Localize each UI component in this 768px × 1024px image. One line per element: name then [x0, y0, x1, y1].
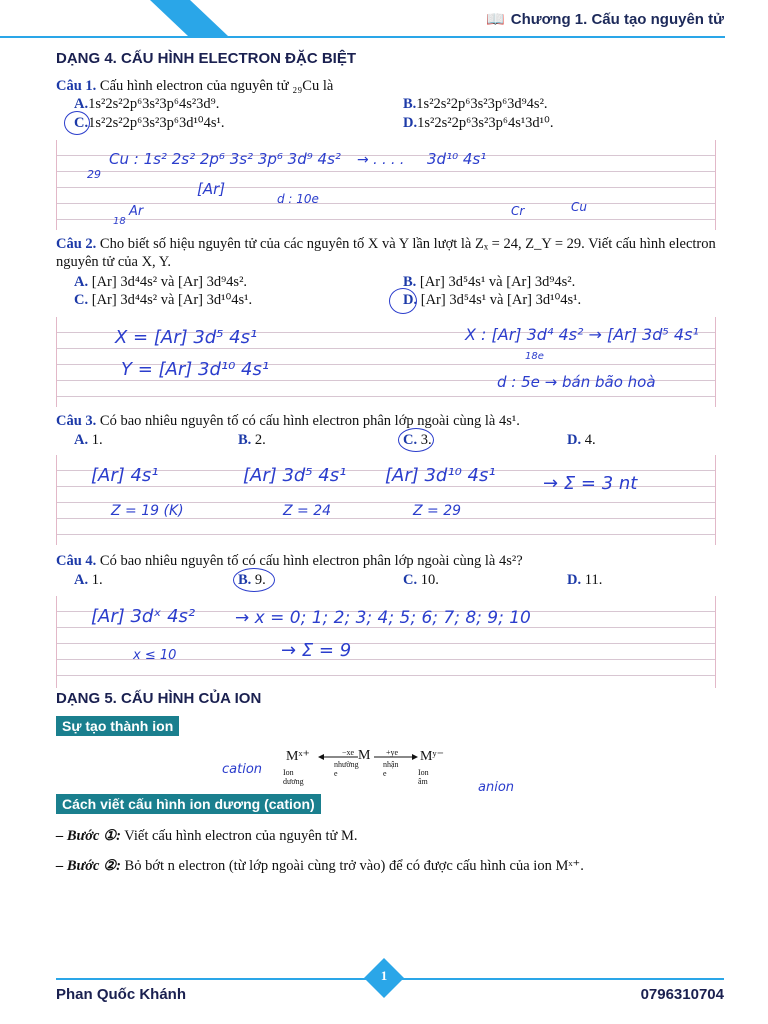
anion-label: Ion âm: [418, 768, 429, 786]
question-4: Câu 4. Có bao nhiêu nguyên tố có cấu hình electron phân lớp ngoài cùng là 4s²?: [56, 553, 523, 569]
q2-option-c[interactable]: C. [Ar] 3d⁴4s² và [Ar] 3d¹⁰4s¹.: [74, 292, 253, 308]
q1-option-b[interactable]: B.1s²2s²2p⁶3s²3p⁶3d⁹4s².: [403, 96, 548, 112]
cation-symbol: Mˣ⁺: [286, 749, 310, 764]
arrow2-top: +ye: [386, 748, 399, 757]
anion-symbol: Mʸ⁻: [420, 749, 444, 764]
book-icon: 📖: [486, 11, 505, 28]
anion-handnote: anion: [478, 780, 515, 795]
step-1: – Bước ①: Viết cấu hình electron của nguyên tử M.: [56, 828, 358, 844]
q4-option-b[interactable]: B. 9.: [238, 572, 266, 588]
q2-answer-circle: [389, 288, 417, 314]
question-2: Câu 2. Cho biết số hiệu nguyên tử của các nguyên tố X và Y lần lượt là Zₓ = 24, Z_Y = 29. Viết cấu hình electron nguyên tử của X, Y.: [56, 236, 716, 270]
q3-option-d[interactable]: D. 4.: [567, 432, 596, 448]
tag-cation-config: Cách viết cấu hình ion dương (cation): [56, 794, 321, 814]
q3-answer-circle: [398, 428, 434, 452]
section-4-title: DẠNG 4. CẤU HÌNH ELECTRON ĐẶC BIỆT: [56, 50, 357, 67]
q1-option-a[interactable]: A.1s²2s²2p⁶3s²3p⁶4s²3d⁹.: [74, 96, 220, 112]
q3-notes-area: [Ar] 4s¹ Z = 19 (K) [Ar] 3d⁵ 4s¹ Z = 24 [Ar] 3d¹⁰ 4s¹ Z = 29 → Σ = 3 nt: [56, 455, 716, 545]
section-5-title: DẠNG 5. CẤU HÌNH CỦA ION: [56, 690, 262, 707]
arrow-left-icon: [318, 752, 358, 762]
question-1: [56, 77, 716, 95]
q4-notes-area: [Ar] 3dˣ 4s² → x = 0; 1; 2; 3; 4; 5; 6; 7; 8; 9; 10 x ≤ 10 → Σ = 9: [56, 596, 716, 688]
q4-answer-circle: [233, 568, 275, 592]
footer-phone: 0796310704: [640, 986, 724, 1003]
question-1-label: Câu 1.: [56, 78, 97, 94]
q1-answer-circle: [64, 111, 90, 135]
q2-notes-area: X = [Ar] 3d⁵ 4s¹ Y = [Ar] 3d¹⁰ 4s¹ X : [Ar] 3d⁴ 4s² → [Ar] 3d⁵ 4s¹ 18e d : 5e → bán bão hoà: [56, 317, 716, 407]
q4-option-d[interactable]: D. 11.: [567, 572, 603, 588]
q2-option-d[interactable]: D. [Ar] 3d⁵4s¹ và [Ar] 3d¹⁰4s¹.: [403, 292, 582, 308]
q1-option-d[interactable]: D.1s²2s²2p⁶3s²3p⁶4s¹3d¹⁰.: [403, 115, 554, 131]
arrow2-bottom: nhận e: [383, 760, 399, 778]
arrow1-bottom: nhường e: [334, 760, 359, 778]
cation-label: Ion dương: [283, 768, 304, 786]
q4-option-c[interactable]: C. 10.: [403, 572, 439, 588]
step-2: – Bước ②: Bỏ bớt n electron (từ lớp ngoài cùng trở vào) để có được cấu hình của ion Mˣ⁺.: [56, 858, 584, 874]
chapter-title: 📖 Chương 1. Cấu tạo nguyên tử: [486, 11, 724, 28]
q2-option-b[interactable]: B. [Ar] 3d⁵4s¹ và [Ar] 3d⁹4s².: [403, 274, 576, 290]
q3-option-a[interactable]: A. 1.: [74, 432, 103, 448]
cation-handnote: cation: [222, 762, 263, 777]
footer-author: Phan Quốc Khánh: [56, 986, 187, 1003]
q2-option-a[interactable]: A. [Ar] 3d⁴4s² và [Ar] 3d⁹4s².: [74, 274, 248, 290]
question-3: Câu 3. Có bao nhiêu nguyên tố có cấu hình electron phân lớp ngoài cùng là 4s¹.: [56, 413, 520, 429]
question-1-text: Cấu hình electron của nguyên tử ₂₉Cu là: [99, 78, 334, 94]
q1-option-c[interactable]: C.1s²2s²2p⁶3s²3p⁶3d¹⁰4s¹.: [74, 115, 225, 131]
q1-notes-area: 29 Cu : 1s² 2s² 2p⁶ 3s² 3p⁶ 3d⁹ 4s² → . . . . 3d¹⁰ 4s¹ [Ar] d : 10e 18 Ar Cr Cu: [56, 140, 716, 230]
arrow1-top: −xe: [342, 748, 355, 757]
header-rule: [0, 36, 725, 38]
tag-ion-formation: Sự tạo thành ion: [56, 716, 179, 736]
q3-option-b[interactable]: B. 2.: [238, 432, 266, 448]
page-number: 1: [380, 968, 388, 983]
q4-option-a[interactable]: A. 1.: [74, 572, 103, 588]
q3-option-c[interactable]: C. 3.: [403, 432, 432, 448]
atom-symbol: M: [358, 748, 371, 763]
